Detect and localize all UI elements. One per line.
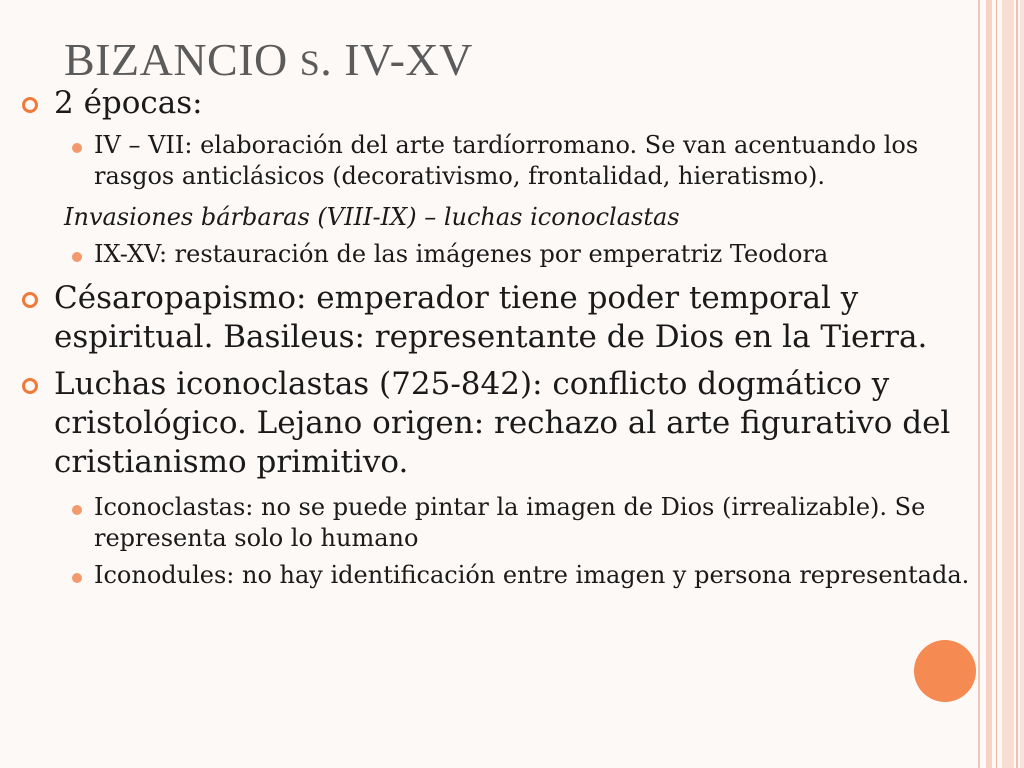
sub-bullet-text: IX-XV: restauración de las imágenes por emperatriz Teodora xyxy=(94,240,829,268)
decorative-stripe xyxy=(996,0,997,768)
sub-bullet-text: Iconodules: no hay identificación entre imagen y persona representada. xyxy=(94,561,970,589)
bullet-text: Césaropapismo: emperador tiene poder temporal y espiritual. Basileus: representante de Dios en la Tierra. xyxy=(54,280,928,355)
decorative-stripe xyxy=(1002,0,1014,768)
slide-title xyxy=(64,33,473,86)
sub-bullet-text: Iconoclastas: no se puede pintar la imagen de Dios (irrealizable). Se representa solo lo humano xyxy=(94,493,926,552)
sub-bullet-iconodules xyxy=(18,560,993,591)
decorative-stripe xyxy=(1016,0,1018,768)
invasiones-line: Invasiones bárbaras (VIII-IX) – luchas iconoclastas xyxy=(64,203,680,231)
bullet-text: Luchas iconoclastas (725-842): conflicto dogmático y cristológico. Lejano origen: rechazo al arte figurativo del cristianismo primitivo. xyxy=(54,366,951,480)
ring-bullet-icon xyxy=(22,97,38,113)
ring-bullet-icon xyxy=(22,292,38,308)
decorative-stripe xyxy=(1020,0,1024,768)
bullet-luchas xyxy=(18,365,993,482)
title-small-caps: S xyxy=(299,43,321,83)
disc-bullet-icon xyxy=(72,573,82,583)
sub-bullet-epoca2 xyxy=(18,239,993,270)
disc-bullet-icon xyxy=(72,252,82,262)
sub-bullet-iconoclastas xyxy=(18,492,993,554)
disc-bullet-icon xyxy=(72,143,82,153)
bullet-text: 2 épocas: xyxy=(54,85,203,121)
slide-content xyxy=(18,84,993,591)
decorative-circle xyxy=(914,640,976,702)
ring-bullet-icon xyxy=(22,378,38,394)
sub-bullet-text: IV – VII: elaboración del arte tardíorromano. Se van acentuando los rasgos anticlásicos (decorativismo, frontalidad, hieratismo). xyxy=(94,131,919,190)
bullet-epocas xyxy=(18,84,993,123)
title-main: BIZANCIO xyxy=(64,34,300,85)
disc-bullet-icon xyxy=(72,505,82,515)
sub-bullet-epoca1 xyxy=(18,130,993,192)
title-rest: . IV-XV xyxy=(320,34,473,85)
bullet-cesaropapismo xyxy=(18,279,993,357)
